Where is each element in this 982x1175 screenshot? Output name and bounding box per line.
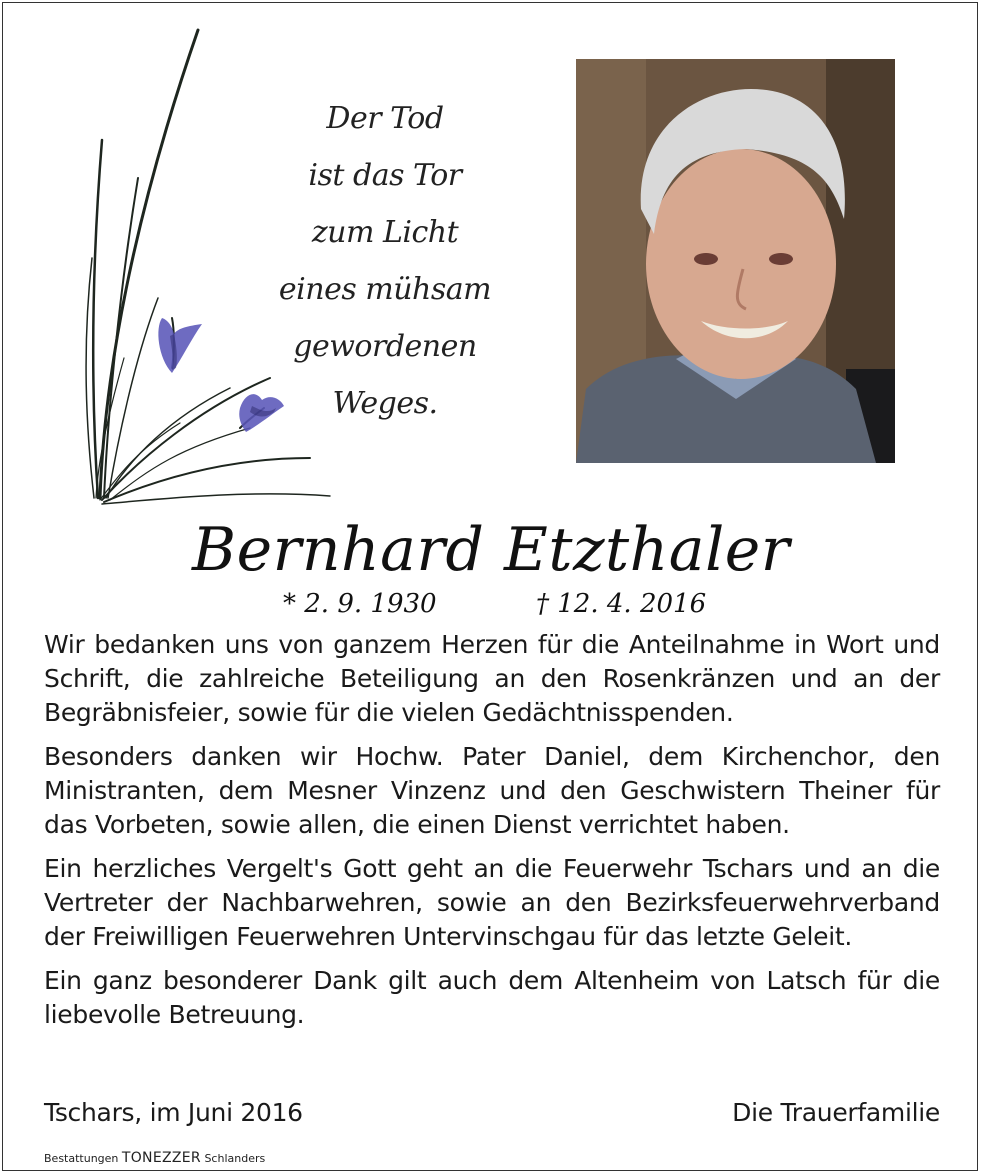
memorial-quote <box>270 90 500 432</box>
quote-line: Der Tod <box>326 101 444 136</box>
deceased-name: Bernhard Etzthaler <box>192 515 790 585</box>
quote-line: gewordenen <box>293 329 477 364</box>
birth-date: * 2. 9. 1930 <box>283 589 437 619</box>
imprint-suffix: Schlanders <box>204 1152 266 1165</box>
signature: Die Trauerfamilie <box>732 1098 940 1127</box>
paragraph: Ein herzliches Vergelt's Gott geht an die Feuerwehr Tschars und an die Vertreter der Nachbarwehren, sowie an den Bezirksfeuerwehrverband der Freiwilligen Feuerwehren Untervinschgau für das letzte Geleit. <box>44 854 940 951</box>
imprint-brand: TONEZZER <box>121 1150 201 1166</box>
paragraph: Wir bedanken uns von ganzem Herzen für die Anteilnahme in Wort und Schrift, die zahlreiche Beteiligung an den Rosenkränzen und an der Begräbnisfeier, sowie für die vielen Gedächtnisspenden. <box>44 630 940 727</box>
imprint-prefix: Bestattungen <box>44 1152 119 1165</box>
thank-you-text <box>44 628 940 1042</box>
paragraph: Ein ganz besonderer Dank gilt auch dem Altenheim von Latsch für die liebevolle Betreuung. <box>44 966 940 1029</box>
quote-line: ist das Tor <box>308 158 462 193</box>
portrait-photo <box>576 59 895 463</box>
quote-line: Weges. <box>332 386 438 421</box>
funeral-home-imprint <box>44 1150 265 1167</box>
quote-line: eines mühsam <box>278 272 492 307</box>
paragraph: Besonders danken wir Hochw. Pater Daniel, dem Kirchenchor, den Ministranten, dem Mesner Vinzenz und den Geschwistern Theiner für das Vorbeten, sowie allen, die einen Dienst verrichtet haben. <box>44 742 940 839</box>
death-date: † 12. 4. 2016 <box>536 589 707 619</box>
place-date: Tschars, im Juni 2016 <box>44 1098 303 1127</box>
quote-line: zum Licht <box>311 215 459 250</box>
